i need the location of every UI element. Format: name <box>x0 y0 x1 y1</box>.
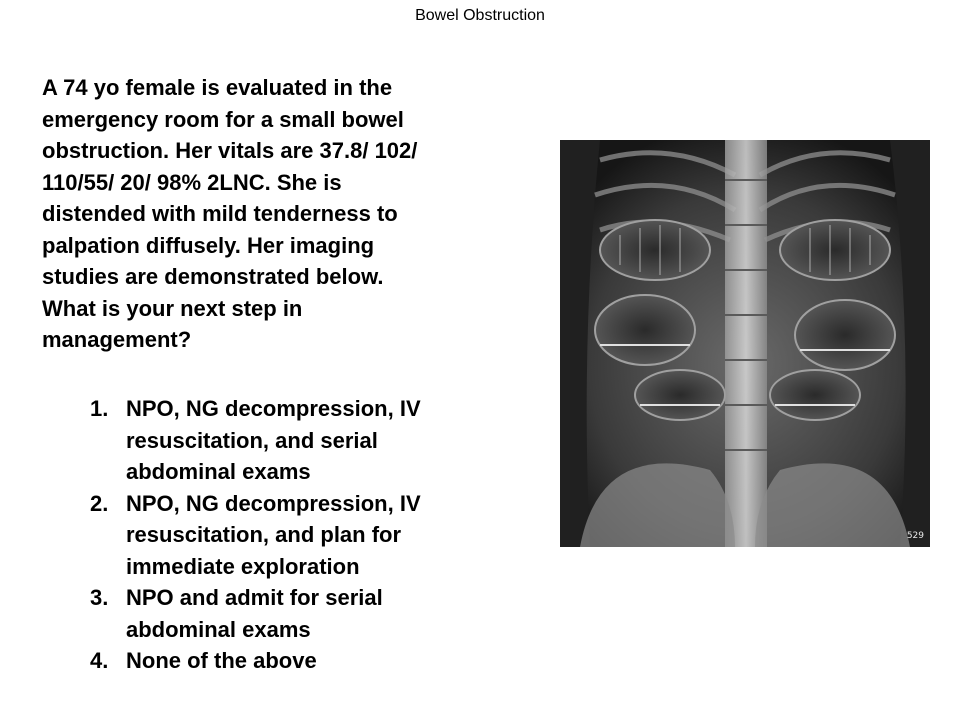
option-text: NPO and admit for serial abdominal exams <box>126 585 383 642</box>
question-line: What is your next step in <box>42 295 303 321</box>
question-line: management? <box>42 327 192 352</box>
option-text: NPO, NG decompression, IV resuscitation, and plan for immediate exploration <box>126 490 421 579</box>
slide-header: Bowel Obstruction <box>415 7 545 24</box>
question-stem <box>42 72 532 356</box>
xray-illustration <box>560 140 930 547</box>
option-number: 2. <box>90 490 109 516</box>
question-line: distended with mild tenderness to <box>42 201 398 226</box>
question-line: studies are demonstrated below. <box>42 264 384 289</box>
option-number: 3. <box>90 585 109 610</box>
answer-option-3 <box>90 582 520 645</box>
abdominal-xray-image <box>560 140 930 547</box>
option-text: None of the above <box>126 648 317 673</box>
option-number: 1. <box>90 396 109 421</box>
answer-option-4 <box>90 645 520 677</box>
question-line: 110/55/ 20/ 98% 2LNC. She is <box>42 169 342 195</box>
question-line: palpation diffusely. Her imaging <box>42 232 375 258</box>
option-number: 4. <box>90 648 109 673</box>
question-line: emergency room for a small bowel <box>42 106 404 132</box>
answer-options <box>90 393 520 677</box>
answer-option-2 <box>90 488 520 583</box>
question-line: obstruction. Her vitals are 37.8/ 102/ <box>42 138 418 163</box>
xray-label: 529 <box>906 531 924 541</box>
question-line: A 74 yo female is evaluated in the <box>42 75 393 100</box>
option-text: NPO, NG decompression, IV resuscitation, and serial abdominal exams <box>126 396 421 484</box>
answer-option-1 <box>90 393 520 488</box>
